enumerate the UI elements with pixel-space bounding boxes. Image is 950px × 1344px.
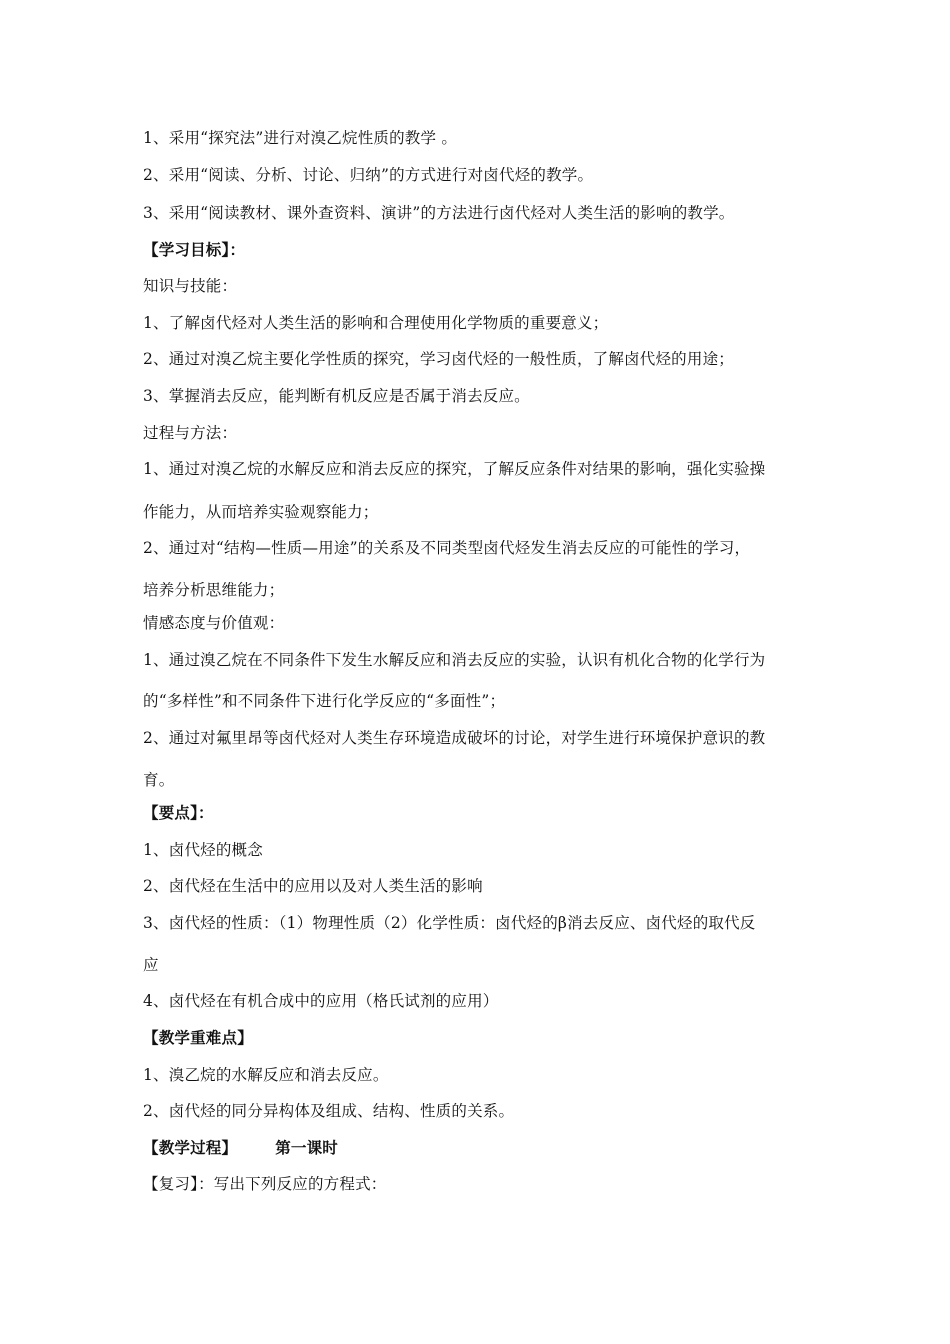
intro-line-3: 3、采用“阅读教材、课外查资料、演讲”的方法进行卤代烃对人类生活的影响的教学。	[143, 204, 735, 222]
difficulty-2: 2、卤代烃的同分异构体及组成、结构、性质的关系。	[143, 1102, 515, 1120]
keypoints-heading: 【要点】：	[143, 803, 214, 822]
intro-line-2: 2、采用“阅读、分析、讨论、归纳”的方式进行对卤代烃的教学。	[143, 166, 594, 184]
teaching-process-heading	[143, 1138, 808, 1158]
knowledge-label: 知识与技能：	[143, 277, 238, 295]
intro-line-1: 1、采用“探究法”进行对溴乙烷性质的教学 。	[143, 129, 458, 147]
process-line-4: 培养分析思维能力；	[143, 581, 285, 599]
difficulties-heading: 【教学重难点】	[143, 1028, 253, 1047]
emotion-line-3: 2、通过对氟里昂等卤代烃对人类生存环境造成破坏的讨论，对学生进行环境保护意识的教	[143, 729, 766, 747]
process-line-3: 2、通过对“结构—性质—用途”的关系及不同类型卤代烃发生消去反应的可能性的学习，	[143, 539, 751, 557]
keypoint-2: 2、卤代烃在生活中的应用以及对人类生活的影响	[143, 877, 483, 895]
process-line-1: 1、通过对溴乙烷的水解反应和消去反应的探究，了解反应条件对结果的影响，强化实验操	[143, 460, 766, 478]
review-label: 【复习】	[143, 1175, 199, 1193]
knowledge-line-1: 1、了解卤代烃对人类生活的影响和合理使用化学物质的重要意义；	[143, 314, 609, 332]
knowledge-line-2: 2、通过对溴乙烷主要化学性质的探究，学习卤代烃的一般性质，了解卤代烃的用途；	[143, 350, 734, 368]
lesson-label: 第一课时	[275, 1138, 339, 1157]
knowledge-line-3: 3、掌握消去反应，能判断有机反应是否属于消去反应。	[143, 387, 530, 405]
review-line	[143, 1174, 808, 1194]
emotion-line-1: 1、通过溴乙烷在不同条件下发生水解反应和消去反应的实验，认识有机化合物的化学行为	[143, 651, 766, 669]
keypoint-1: 1、卤代烃的概念	[143, 841, 263, 859]
emotion-line-2: 的“多样性”和不同条件下进行化学反应的“多面性”；	[143, 692, 506, 710]
keypoint-4: 4、卤代烃在有机合成中的应用（格氏试剂的应用）	[143, 992, 499, 1010]
keypoint-3: 3、卤代烃的性质：（1）物理性质（2）化学性质：卤代烃的β消去反应、卤代烃的取代反	[143, 914, 756, 932]
emotion-line-4: 育。	[143, 771, 175, 789]
difficulty-1: 1、溴乙烷的水解反应和消去反应。	[143, 1066, 389, 1084]
keypoint-3-cont: 应	[143, 956, 159, 974]
review-text: ：写出下列反应的方程式：	[198, 1175, 387, 1193]
objectives-heading: 【学习目标】：	[143, 240, 246, 259]
process-line-2: 作能力，从而培养实验观察能力；	[143, 503, 379, 521]
emotion-label: 情感态度与价值观：	[143, 614, 285, 632]
teaching-process-label: 【教学过程】	[143, 1138, 238, 1157]
process-label: 过程与方法：	[143, 424, 238, 442]
